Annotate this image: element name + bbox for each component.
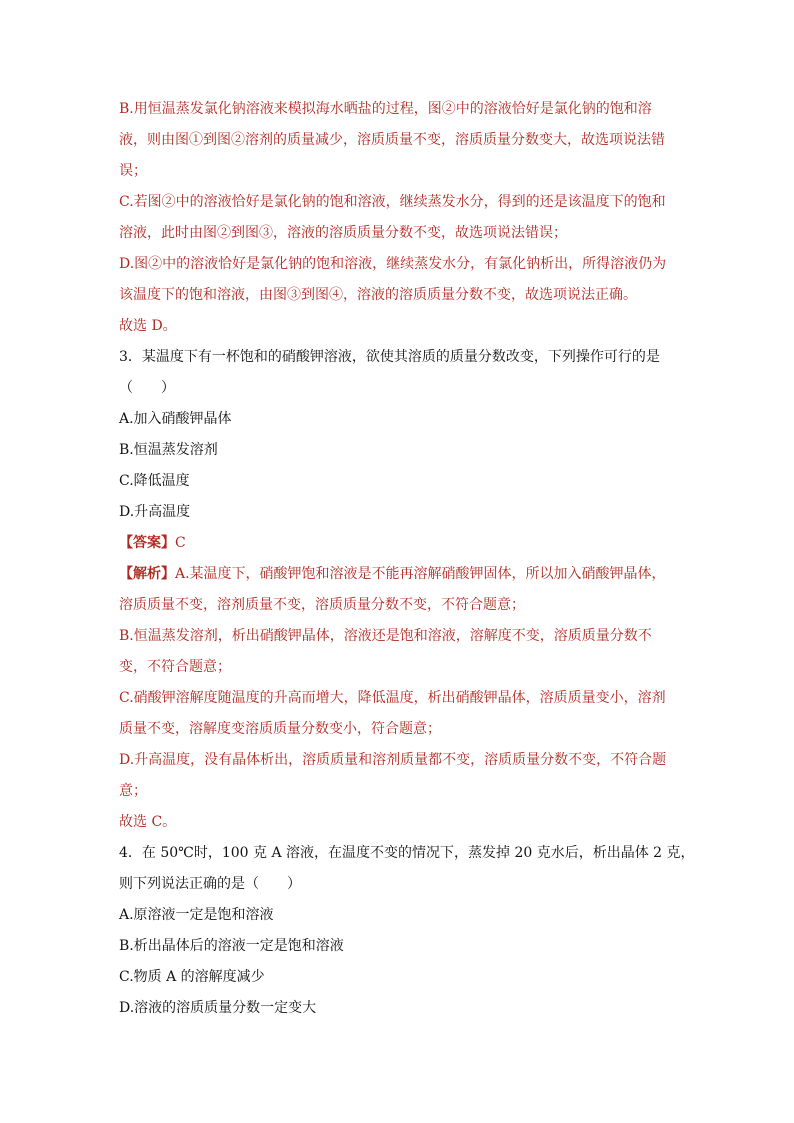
analysis-line: 故选 C。 (119, 814, 177, 830)
text-line: 误； (119, 163, 147, 179)
text-line: 溶液，此时由图②到图③，溶液的溶质质量分数不变，故选项说法错误； (119, 225, 567, 241)
analysis-line: D.升高温度，没有晶体析出，溶质质量和溶剂质量都不变，溶质质量分数不变，不符合题 (119, 752, 667, 768)
option-d: D.升高温度 (119, 504, 191, 520)
document-page (119, 94, 695, 1024)
analysis-text: A.某温度下，硝酸钾饱和溶液是不能再溶解硝酸钾固体，所以加入硝酸钾晶体， (175, 566, 666, 582)
option-b: B.析出晶体后的溶液一定是饱和溶液 (119, 938, 344, 954)
analysis-line: B.恒温蒸发溶剂，析出硝酸钾晶体，溶液还是饱和溶液，溶解度不变，溶质质量分数不 (119, 628, 652, 644)
analysis-line: 意； (119, 783, 147, 799)
text-line: 液，则由图①到图②溶剂的质量减少，溶质质量不变，溶质质量分数变大，故选项说法错 (119, 132, 665, 148)
option-a: A.原溶液一定是饱和溶液 (119, 907, 274, 923)
text-line: B.用恒温蒸发氯化钠溶液来模拟海水晒盐的过程，图②中的溶液恰好是氯化钠的饱和溶 (119, 101, 652, 117)
question-3-stem: 3．某温度下有一杯饱和的硝酸钾溶液，欲使其溶质的质量分数改变，下列操作可行的是 (119, 349, 660, 365)
analysis-line: 溶质质量不变，溶剂质量不变，溶质质量分数不变，不符合题意； (119, 597, 525, 613)
option-c: C.降低温度 (119, 473, 190, 489)
text-line: C.若图②中的溶液恰好是氯化钠的饱和溶液，继续蒸发水分，得到的还是该温度下的饱和 (119, 194, 666, 210)
question-3-blank: （ ） (119, 380, 175, 396)
analysis-line (119, 559, 679, 590)
question-4-stem: 则下列说法正确的是（ ） (119, 876, 301, 892)
answer-value: C (175, 535, 186, 551)
text-line: 故选 D。 (119, 318, 177, 334)
analysis-line: 质量不变，溶解度变溶质质量分数变小，符合题意； (119, 721, 441, 737)
analysis-line: 变，不符合题意； (119, 659, 231, 675)
answer-line (119, 528, 679, 559)
analysis-line: C.硝酸钾溶解度随温度的升高而增大，降低温度，析出硝酸钾晶体，溶质质量变小，溶剂 (119, 690, 666, 706)
text-line: 该温度下的饱和溶液，由图③到图④，溶液的溶质质量分数不变，故选项说法正确。 (119, 287, 637, 303)
answer-label: 【答案】 (119, 535, 175, 551)
text-line: D.图②中的溶液恰好是氯化钠的饱和溶液，继续蒸发水分，有氯化钠析出，所得溶液仍为 (119, 256, 667, 272)
question-4-stem: 4．在 50℃时，100 克 A 溶液，在温度不变的情况下，蒸发掉 20 克水后，析出晶体 2 克， (119, 845, 695, 861)
option-b: B.恒温蒸发溶剂 (119, 442, 218, 458)
analysis-label: 【解析】 (119, 566, 175, 582)
option-a: A.加入硝酸钾晶体 (119, 411, 232, 427)
option-d: D.溶液的溶质质量分数一定变大 (119, 1000, 317, 1016)
option-c: C.物质 A 的溶解度减少 (119, 969, 265, 985)
